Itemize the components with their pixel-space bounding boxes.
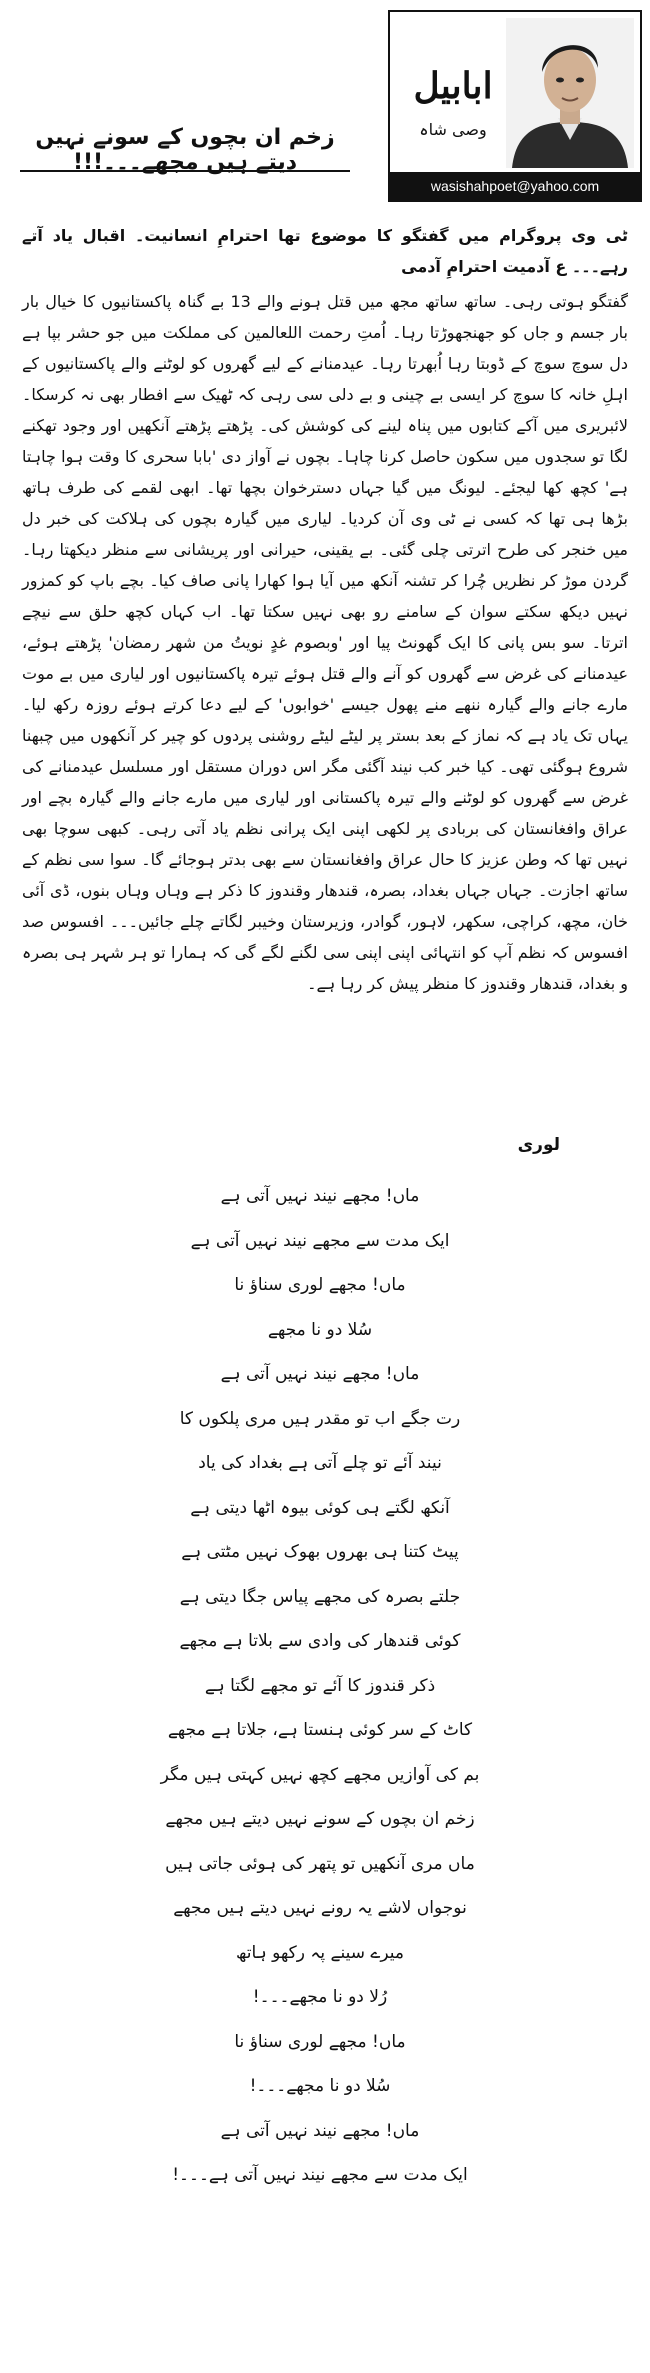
author-portrait-icon: [506, 18, 634, 168]
poem-line: پیٹ کتنا ہی بھروں بھوک نہیں مٹتی ہے: [181, 1542, 459, 1562]
poem-line: ایک مدت سے مجھے نیند نہیں آتی ہے۔۔۔!: [172, 2165, 468, 2185]
poem-line: ایک مدت سے مجھے نیند نہیں آتی ہے: [190, 1230, 450, 1251]
author-email: wasishahpoet@yahoo.com: [390, 172, 640, 200]
poem-line: جلتے بصرہ کی مجھے پیاس جگا دیتی ہے: [179, 1586, 461, 1607]
poem-line: ماں! مجھے لوری سناؤ نا: [234, 2031, 406, 2052]
article-body: [22, 220, 628, 1003]
poem-line: زخم ان بچوں کے سونے نہیں دیتے ہیں مجھے: [165, 1809, 475, 1829]
column-headline: زخم ان بچوں کے سونے نہیں دیتے ہیں مجھے۔۔۔!!!: [20, 130, 350, 172]
poem-title: لوری: [517, 1135, 560, 1155]
poem-line: نوجواں لاشے یہ رونے نہیں دیتے ہیں مجھے: [173, 1898, 467, 1918]
poem-line: آنکھ لگتے ہی کوئی بیوہ اٹھا دیتی ہے: [190, 1497, 450, 1518]
poem-line: ماں! مجھے لوری سناؤ نا: [234, 1275, 406, 1295]
poem-line: ماں! مجھے نیند نہیں آتی ہے: [220, 1186, 420, 1206]
poem-line: ماں مری آنکھیں تو پتھر کی ہوئی جاتی ہیں: [165, 1853, 475, 1874]
poem-line: سُلا دو نا مجھے: [267, 1319, 373, 1340]
column-header: [0, 0, 650, 210]
column-brand-logo: ابابیل: [413, 65, 493, 107]
poem-line: نیند آئے تو چلے آتی ہے بغداد کی یاد: [198, 1453, 442, 1473]
poem-line: رُلا دو نا مجھے۔۔۔!: [252, 1987, 388, 2007]
author-name: وصی شاہ: [419, 120, 487, 139]
poem-line: بم کی آوازیں مجھے کچھ نہیں کہتی ہیں مگر: [160, 1764, 480, 1785]
poem: [80, 1130, 560, 2198]
article-paragraph-intro: ٹی وی پروگرام میں گفتگو کا موضوع تھا احترامِ انسانیت۔ اقبال یاد آتے رہے۔۔۔ ع آدمیت احترامِ آدمی: [22, 226, 628, 276]
poem-line: سُلا دو نا مجھے۔۔۔!: [249, 2076, 391, 2096]
article-paragraph-main: گفتگو ہوتی رہی۔ ساتھ ساتھ مجھ میں قتل ہونے والے 13 بے گناہ پاکستانیوں کا خیال بار بار جسم و جاں کو جھنجھوڑتا رہا۔ اُمتِ رحمت اللعالمین کی مملکت میں جو حشر بپا ہے دل سوچ سوچ کے ڈوبتا رہا اُبھرتا رہا۔ عیدمنانے کے لیے گھروں کو لوٹنے والے پاکستانیوں کے اہلِ خانہ کا سوچ کر ایسی بے چینی و بے دلی سی رہی کہ ٹھیک سے افطار بھی نہ کرسکا۔ لائبریری میں آکے کتابوں میں پناہ لینے کی کوشش کی۔ پڑھتے پڑھتے آنکھیں اور وجود تھکنے لگا تو سجدوں میں سکون حاصل کرنا چاہا۔ بچوں نے آواز دی 'بابا سحری کا وقت ہوا چاہتا ہے' کچھ کھا لیجئے۔ لیونگ میں گیا جہاں دسترخوان بچھا تھا۔ ابھی لقمے کی طرف ہاتھ بڑھا ہی تھا کہ کسی نے ٹی وی آن کردیا۔ لیاری میں گیارہ بچوں کی ہلاکت کی خبر دل میں خنجر کی طرح اترتی چلی گئی۔ بے یقینی، حیرانی اور پریشانی سے منظر دیکھتا رہا۔ گردن موڑ کر نظریں چُرا کر تشنہ آنکھ میں آیا ہوا کھارا پانی صاف کیا۔ بچے باپ کو کمزور نہیں دیکھ سکتے سوان کے سامنے رو بھی نہیں سکتا تھا۔ اب کہاں کچھ حلق سے نیچے اترتا۔ سو بس پانی کا ایک گھونٹ پیا اور 'وبصوم غدٍ نویتُ من شھر رمضان' پڑھتے ہوئے، عیدمنانے کی غرض سے گھروں کو آنے والے قتل ہوئے تیرہ پاکستانیوں اور لیاری میں بے موت مارے جانے والے گیارہ ننھے منے پھول جیسے 'خوابوں' کے لیے دعا کرتے ہوئے روزہ رکھ لیا۔ یہاں تک یاد ہے کہ نماز کے بعد بستر پر لیٹے لیٹے روشنی پردوں کو چیر کر آنکھوں میں چبھنا شروع ہوگئی تھی۔ کیا خبر کب نیند آگئی مگر اس دوران مستقل اور مسلسل عیدمنانے کی غرض سے گھروں کو لوٹنے والے تیرہ پاکستانی اور لیاری میں مارے جانے والے گیارہ بچے اور عراق وافغانستان کی بربادی پر لکھی اپنی ایک پرانی نظم یاد آتی رہی۔ کبھی سوچا بھی نہیں تھا کہ وطن عزیز کا حال عراق وافغانستان سے بھی بدتر ہوجائے گا۔ سوا سی نظم کے ساتھ اجازت۔ جہاں جہاں بغداد، بصرہ، قندھار وقندوز کا ذکر ہے وہاں وہاں بنوں، ڈی آئی خان، مچھ، کراچی، سکھر، لاہور، گوادر، وزیرستان وخیبر لگاتے چلے جائیں۔۔۔ افسوس صد افسوس کہ نظم آپ کو انتہائی اپنی اپنی سی لگنے لگے گی کہ ہمارا تو ہر شہر ہی بصرہ و بغداد، قندھار وقندوز کا منظر پیش کر رہا ہے۔: [22, 292, 629, 993]
byline-box: [388, 10, 642, 202]
poem-line: کاٹ کے سر کوئی ہنستا ہے، جلاتا ہے مجھے: [167, 1720, 473, 1740]
poem-line: کوئی قندھار کی وادی سے بلاتا ہے مجھے: [179, 1631, 461, 1651]
poem-line: ماں! مجھے نیند نہیں آتی ہے: [220, 1364, 420, 1384]
poem-line: ماں! مجھے نیند نہیں آتی ہے: [220, 2120, 420, 2141]
poem-line: رت جگے اب تو مقدر ہیں مری پلکوں کا: [179, 1408, 461, 1429]
poem-line: ذکر قندوز کا آئے تو مجھے لگتا ہے: [204, 1675, 436, 1696]
poem-line: میرے سینے پہ رکھو ہاتھ: [236, 1942, 404, 1963]
